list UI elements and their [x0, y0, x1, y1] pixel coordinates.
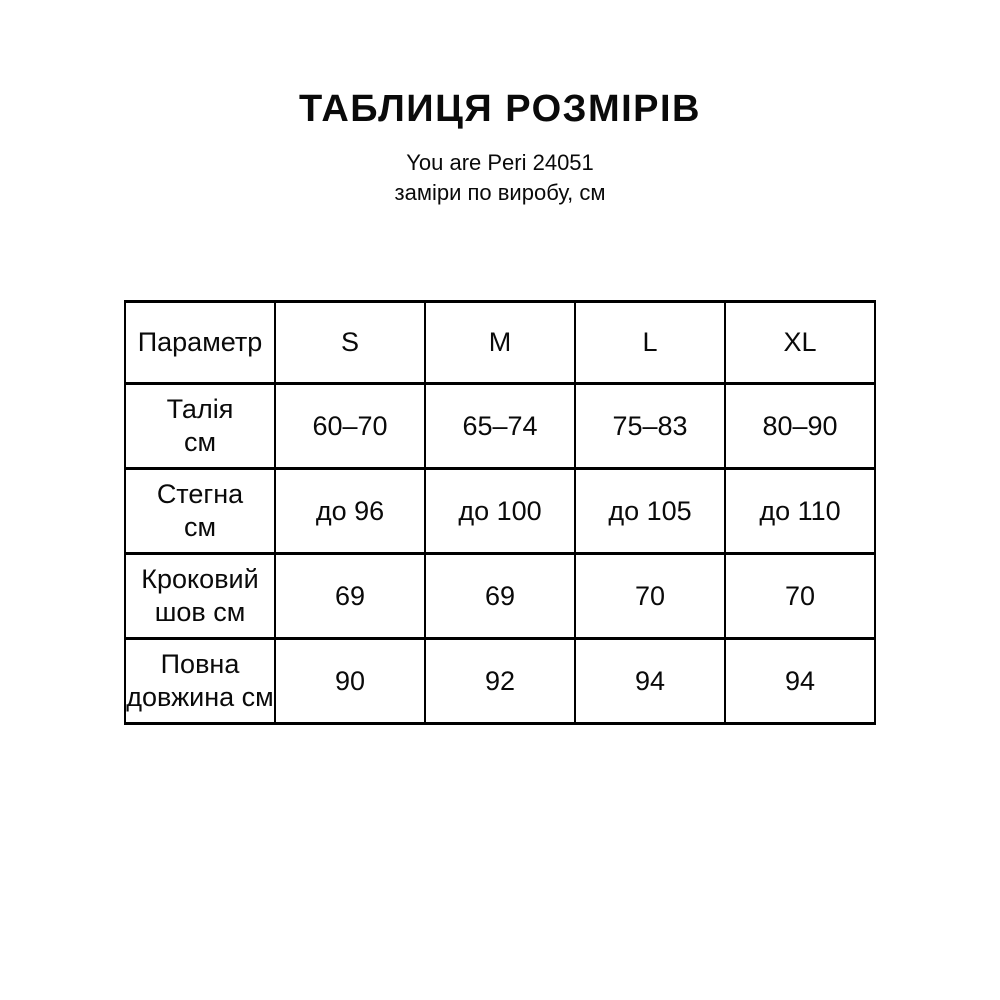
subtitle-measurement-note: заміри по виробу, см [394, 180, 606, 205]
value-cell: 80–90 [725, 384, 875, 469]
header-cell-parameter: Параметр [125, 302, 275, 384]
value-cell: 69 [275, 554, 425, 639]
value-cell: 60–70 [275, 384, 425, 469]
value-cell: 94 [575, 639, 725, 724]
header-cell-size-s: S [275, 302, 425, 384]
param-label-line1: Стегна [156, 479, 244, 509]
value-cell: 75–83 [575, 384, 725, 469]
value-cell: 94 [725, 639, 875, 724]
param-label-line2: довжина см [126, 682, 274, 712]
page-title: ТАБЛИЦЯ РОЗМІРІВ [299, 88, 701, 130]
value-cell: 69 [425, 554, 575, 639]
header-cell-size-m: M [425, 302, 575, 384]
param-label-line2: см [183, 512, 217, 542]
value-cell: до 100 [425, 469, 575, 554]
param-cell-waist [125, 384, 275, 469]
value-cell: 92 [425, 639, 575, 724]
value-cell: до 105 [575, 469, 725, 554]
table-row-inseam [125, 554, 875, 639]
value-cell: до 96 [275, 469, 425, 554]
table-row-hips [125, 469, 875, 554]
param-label-line2: см [183, 427, 217, 457]
param-cell-inseam [125, 554, 275, 639]
param-label-line1: Повна [160, 649, 240, 679]
table-row-full-length [125, 639, 875, 724]
table-row-waist [125, 384, 875, 469]
size-table [124, 300, 876, 725]
param-label-line2: шов см [154, 597, 246, 627]
value-cell: 90 [275, 639, 425, 724]
param-cell-hips [125, 469, 275, 554]
subtitle-product-name: You are Peri 24051 [406, 150, 594, 175]
param-cell-full-length [125, 639, 275, 724]
value-cell: 70 [725, 554, 875, 639]
value-cell: 70 [575, 554, 725, 639]
value-cell: 65–74 [425, 384, 575, 469]
table-header-row [125, 302, 875, 384]
page-subtitle [0, 148, 1000, 208]
param-label-line1: Талія [166, 394, 234, 424]
value-cell: до 110 [725, 469, 875, 554]
header-cell-size-xl: XL [725, 302, 875, 384]
header-cell-size-l: L [575, 302, 725, 384]
param-label-line1: Кроковий [141, 564, 259, 594]
